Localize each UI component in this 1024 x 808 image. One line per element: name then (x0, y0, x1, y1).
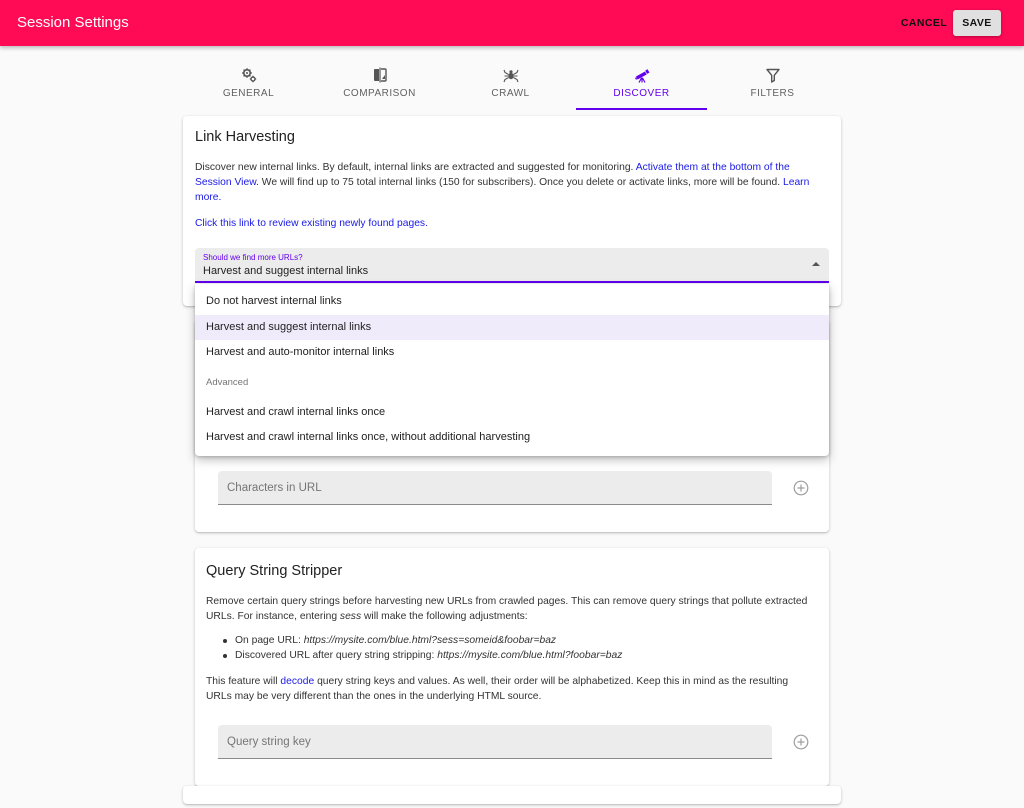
harvest-mode-select[interactable] (195, 248, 829, 283)
menu-item[interactable]: Do not harvest internal links (206, 295, 342, 307)
example-url: https://mysite.com/blue.html?foobar=baz (437, 650, 623, 661)
query-key-field[interactable] (218, 725, 772, 759)
dropdown-arrow-icon (812, 262, 820, 266)
telescope-icon (634, 67, 650, 83)
review-pages-link[interactable]: Click this link to review existing newly found pages. (195, 218, 428, 229)
tab-label: GENERAL (222, 88, 275, 99)
tab-label: COMPARISON (343, 88, 416, 99)
link-harvesting-description (195, 160, 829, 205)
app-bar (0, 0, 1024, 46)
description-text: This feature will (206, 676, 281, 687)
tab-label: DISCOVER (613, 88, 670, 99)
url-characters-field[interactable] (218, 471, 772, 505)
tab-comparison[interactable] (314, 58, 445, 110)
tab-crawl[interactable] (445, 58, 576, 110)
next-card (183, 786, 841, 804)
example-key: sess (339, 611, 362, 622)
query-key-input[interactable] (218, 725, 772, 758)
list-item (223, 633, 622, 648)
link-harvesting-title: Link Harvesting (195, 129, 295, 145)
list-item-label: Discovered URL after query string stripping: (235, 650, 438, 661)
compare-icon (372, 67, 388, 83)
query-stripper-title: Query String Stripper (206, 563, 343, 579)
description-text: Discover new internal links. By default, internal links are extracted and suggested for monitoring. (195, 162, 636, 173)
spider-icon (503, 67, 519, 83)
query-stripper-description (206, 594, 816, 624)
learn-more-link[interactable]: Learn more. (195, 177, 810, 203)
select-value: Harvest and suggest internal links (203, 265, 369, 277)
query-stripper-note (206, 674, 816, 704)
menu-item-selected[interactable]: Harvest and suggest internal links (195, 315, 829, 340)
add-circle-icon[interactable] (793, 480, 809, 496)
description-text: will make the following adjustments: (361, 611, 528, 622)
save-button[interactable]: SAVE (953, 10, 1001, 36)
url-characters-input[interactable] (218, 471, 772, 504)
activate-link[interactable]: Activate them at the bottom of the Session View. (195, 162, 790, 188)
tab-label: CRAWL (491, 88, 530, 99)
tab-label: FILTERS (750, 88, 795, 99)
page-title: Session Settings (17, 14, 129, 31)
example-list (223, 633, 622, 663)
add-circle-icon[interactable] (793, 734, 809, 750)
list-item-label: On page URL: (235, 635, 304, 646)
menu-item[interactable]: Harvest and crawl internal links once, without additional harvesting (206, 431, 531, 443)
menu-subheader: Advanced (206, 377, 249, 388)
decode-link[interactable]: decode (280, 676, 315, 687)
description-text: query string keys and values. As well, their order will be alphabetized. Keep this in mind as the resulting URLs may be very different than the ones in the underlying HTML source. (206, 676, 789, 702)
tab-general[interactable] (183, 58, 314, 110)
harvest-mode-menu (195, 284, 829, 456)
cancel-button[interactable]: CANCEL (896, 10, 952, 36)
example-url: https://mysite.com/blue.html?sess=someid&foobar=baz (303, 635, 557, 646)
menu-item[interactable]: Harvest and auto-monitor internal links (206, 346, 395, 358)
menu-item[interactable]: Harvest and crawl internal links once (206, 406, 386, 418)
description-text: We will find up to 75 total internal links (150 for subscribers). Once you delete or activate links, more will be found. (258, 177, 783, 188)
list-item (223, 648, 622, 663)
settings-tabs (183, 58, 841, 110)
filter-icon (765, 67, 781, 83)
tab-filters[interactable] (707, 58, 838, 110)
description-text: Remove certain query strings before harvesting new URLs from crawled pages. This can remove query strings that pollute extracted URLs. For instance, entering (206, 596, 808, 622)
tab-discover[interactable] (576, 58, 707, 110)
gears-icon (241, 67, 257, 83)
select-label: Should we find more URLs? (203, 253, 303, 262)
